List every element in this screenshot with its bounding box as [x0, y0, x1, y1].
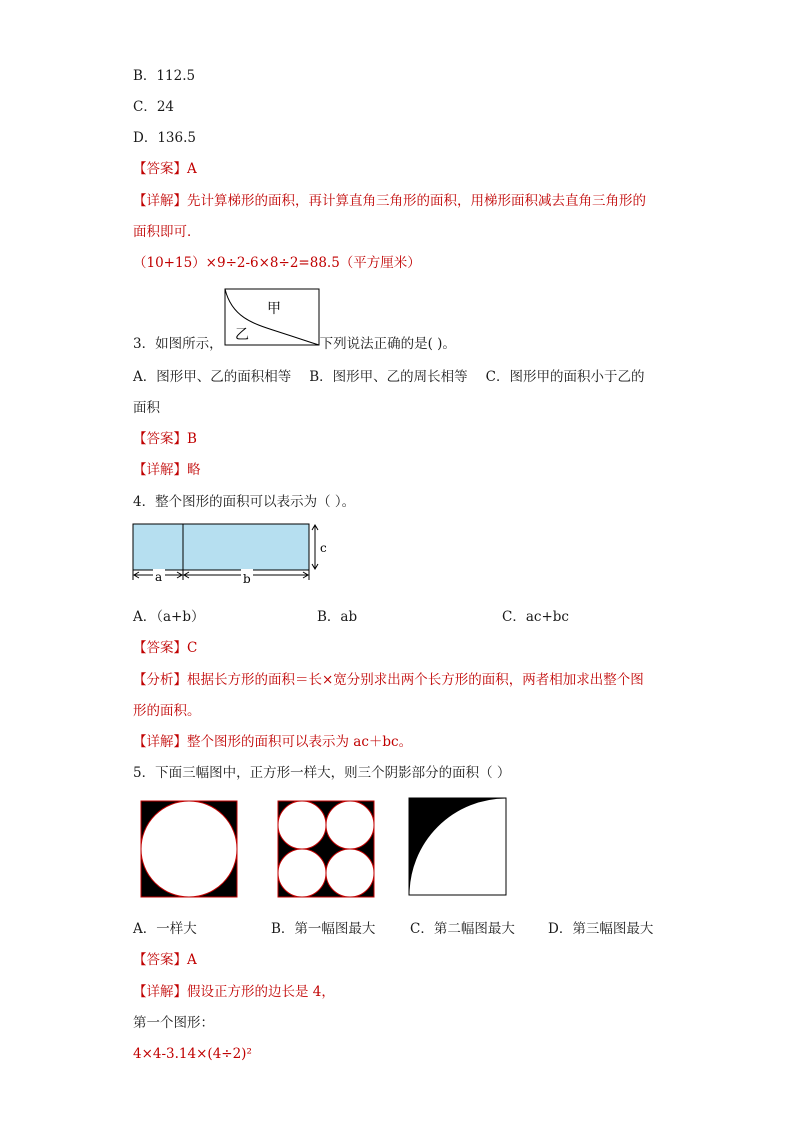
detail-text: 略 — [187, 462, 201, 478]
q4-option-c: C．ac+bc — [502, 609, 569, 625]
q5-option-c: C．第二幅图最大 — [410, 921, 515, 937]
q5-detail-line — [133, 983, 335, 1001]
answer-tag: 【答案】 — [133, 431, 187, 447]
q4-option-b: B．ab — [317, 609, 358, 625]
q5-figure-2 — [277, 800, 375, 898]
q4-figure — [131, 522, 327, 588]
q5-stem: 5．下面三幅图中，正方形一样大，则三个阴影部分的面积（ ） — [133, 765, 511, 781]
detail-text: 整个图形的面积可以表示为 ac＋bc。 — [187, 734, 413, 750]
q4-label-b: b — [243, 572, 251, 586]
q5-option-b: B．第一幅图最大 — [271, 921, 376, 937]
q3-options — [133, 368, 645, 386]
q3-option-c-cont: 面积 — [133, 400, 160, 416]
detail-line — [133, 192, 646, 210]
q5-fig1-label: 第一个图形： — [133, 1015, 214, 1031]
detail-tag: 【详解】 — [133, 734, 187, 750]
q4-label-c: c — [320, 541, 327, 555]
detail-line-2: 面积即可． — [133, 224, 201, 240]
detail-text: 假设正方形的边长是 4， — [187, 984, 335, 1000]
q5-figure-1 — [140, 800, 238, 898]
q3-stem-before: 3．如图所示， — [133, 336, 223, 352]
q3-option-a: A．图形甲、乙的面积相等 — [133, 369, 292, 385]
answer-value: A — [187, 161, 197, 177]
answer-value: B — [187, 431, 197, 447]
q3-stem-after: 下列说法正确的是( )。 — [319, 336, 456, 352]
analysis-tag: 【分析】 — [133, 672, 187, 688]
q3-label-jia: 甲 — [267, 301, 281, 317]
option-d: D．136.5 — [133, 130, 196, 146]
q5-fig2-circle-tl — [278, 801, 326, 849]
q5-figure-3 — [408, 797, 507, 896]
answer-value: C — [187, 640, 198, 656]
q3-option-b: B．图形甲、乙的周长相等 — [309, 369, 468, 385]
q4-detail-line — [133, 733, 412, 751]
q5-calc: 4×4-3.14×(4÷2)² — [133, 1046, 252, 1062]
q5-fig2-circle-br — [326, 849, 374, 897]
q5-option-d: D．第三幅图最大 — [548, 921, 654, 937]
q4-stem: 4．整个图形的面积可以表示为（ ）。 — [133, 494, 356, 510]
q5-option-a: A．一样大 — [133, 921, 197, 937]
q3-stem — [133, 335, 456, 353]
q5-answer-line — [133, 951, 197, 969]
q3-option-c: C．图形甲的面积小于乙的 — [485, 369, 645, 385]
q4-outer-rect — [133, 524, 309, 570]
detail-tag: 【详解】 — [133, 193, 187, 209]
q5-fig2-circle-tr — [326, 801, 374, 849]
q3-detail-line — [133, 461, 201, 479]
option-c: C．24 — [133, 99, 175, 115]
q4-analysis-line — [133, 671, 644, 689]
answer-tag: 【答案】 — [133, 952, 187, 968]
answer-value: A — [187, 952, 197, 968]
answer-tag: 【答案】 — [133, 161, 187, 177]
q4-answer-line — [133, 639, 197, 657]
detail-text: 先计算梯形的面积，再计算直角三角形的面积，用梯形面积减去直角三角形的 — [187, 193, 646, 209]
q4-analysis-line-2: 形的面积。 — [133, 703, 201, 719]
detail-tag: 【详解】 — [133, 984, 187, 1000]
analysis-text: 根据长方形的面积＝长×宽分别求出两个长方形的面积，两者相加求出整个图 — [187, 672, 644, 688]
q3-label-yi: 乙 — [235, 327, 249, 343]
formula: （10+15）×9÷2-6×8÷2=88.5（平方厘米） — [133, 255, 421, 271]
answer-line — [133, 160, 197, 178]
answer-tag: 【答案】 — [133, 640, 187, 656]
detail-tag: 【详解】 — [133, 462, 187, 478]
q4-label-a: a — [155, 570, 163, 584]
q5-fig1-circle — [141, 801, 237, 897]
q3-answer-line — [133, 430, 197, 448]
q4-option-a: A．（a+b） — [133, 609, 205, 625]
option-b: B．112.5 — [133, 68, 196, 84]
q5-fig2-circle-bl — [278, 849, 326, 897]
